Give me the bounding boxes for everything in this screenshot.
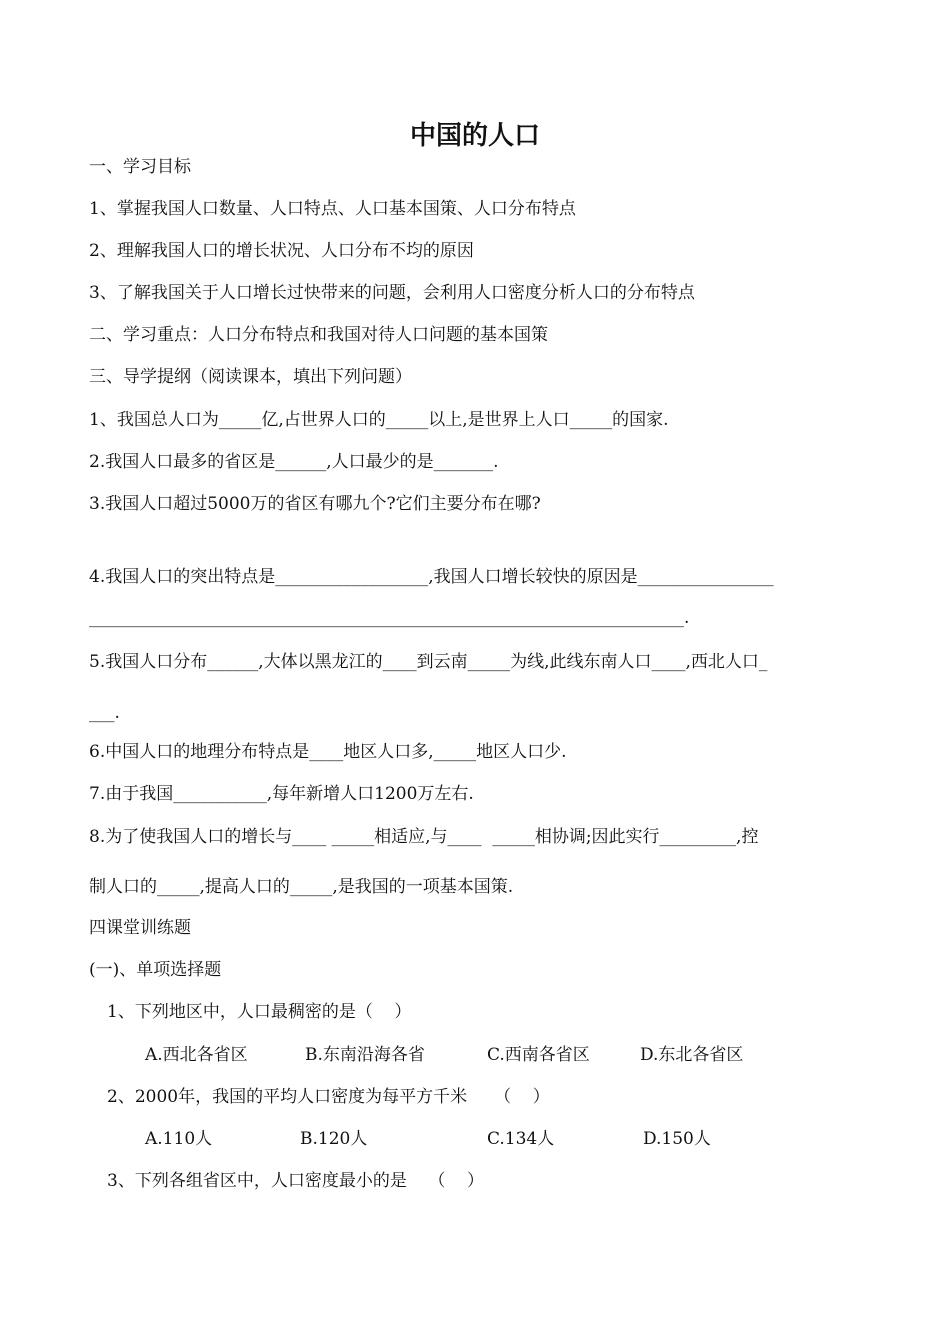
section-heading-key-points: 二、学习重点：人口分布特点和我国对待人口问题的基本国策 (89, 325, 548, 345)
question-stem: 3、下列各组省区中，人口密度最小的是 （ ） (107, 1171, 485, 1191)
fill-in-question: 6.中国人口的地理分布特点是____地区人口多,_____地区人口少. (89, 742, 567, 762)
page-title: 中国的人口 (409, 121, 540, 151)
answer-option: C.134人 (487, 1129, 555, 1149)
objective-line: 1、掌握我国人口数量、人口特点、人口基本国策、人口分布特点 (89, 199, 576, 219)
question-stem: 1、下列地区中，人口最稠密的是（ ） (107, 1002, 412, 1022)
answer-option: D.150人 (643, 1129, 711, 1149)
fill-in-question: 5.我国人口分布______,大体以黑龙江的____到云南_____为线,此线东南人口____,西北人口_ (89, 652, 768, 672)
answer-option: A.西北各省区 (145, 1045, 248, 1065)
section-heading-exercises: 四课堂训练题 (89, 918, 191, 938)
fill-in-continuation: 制人口的_____,提高人口的_____,是我国的一项基本国策. (89, 877, 514, 897)
answer-option: D.东北各省区 (640, 1045, 744, 1065)
fill-in-question: 2.我国人口最多的省区是______,人口最少的是_______. (89, 452, 499, 472)
section-heading-objectives: 一、学习目标 (89, 157, 191, 177)
fill-in-continuation: ___. (89, 703, 120, 723)
fill-in-continuation: ______________________________________________________________________. (89, 608, 690, 628)
answer-option: A.110人 (145, 1129, 213, 1149)
answer-option: B.东南沿海各省 (305, 1045, 425, 1065)
objective-line: 3、了解我国关于人口增长过快带来的问题，会利用人口密度分析人口的分布特点 (89, 283, 695, 303)
section-heading-outline: 三、导学提纲（阅读课本，填出下列问题） (89, 367, 412, 387)
fill-in-question: 3.我国人口超过5000万的省区有哪九个?它们主要分布在哪? (89, 494, 541, 514)
answer-option: C.西南各省区 (487, 1045, 590, 1065)
subsection-heading-choice: (一)、单项选择题 (89, 960, 222, 980)
question-stem: 2、2000年，我国的平均人口密度为每平方千米 （ ） (107, 1087, 550, 1107)
answer-option: B.120人 (300, 1129, 368, 1149)
fill-in-question: 8.为了使我国人口的增长与____ _____相适应,与____ _____相协调;因此实行_________,控 (89, 827, 759, 847)
fill-in-question: 7.由于我国___________,每年新增人口1200万左右. (89, 784, 474, 804)
fill-in-question: 1、我国总人口为_____亿,占世界人口的_____以上,是世界上人口_____的国家. (89, 410, 669, 430)
objective-line: 2、理解我国人口的增长状况、人口分布不均的原因 (89, 241, 474, 261)
fill-in-question: 4.我国人口的突出特点是__________________,我国人口增长较快的原因是________________ (89, 567, 774, 587)
